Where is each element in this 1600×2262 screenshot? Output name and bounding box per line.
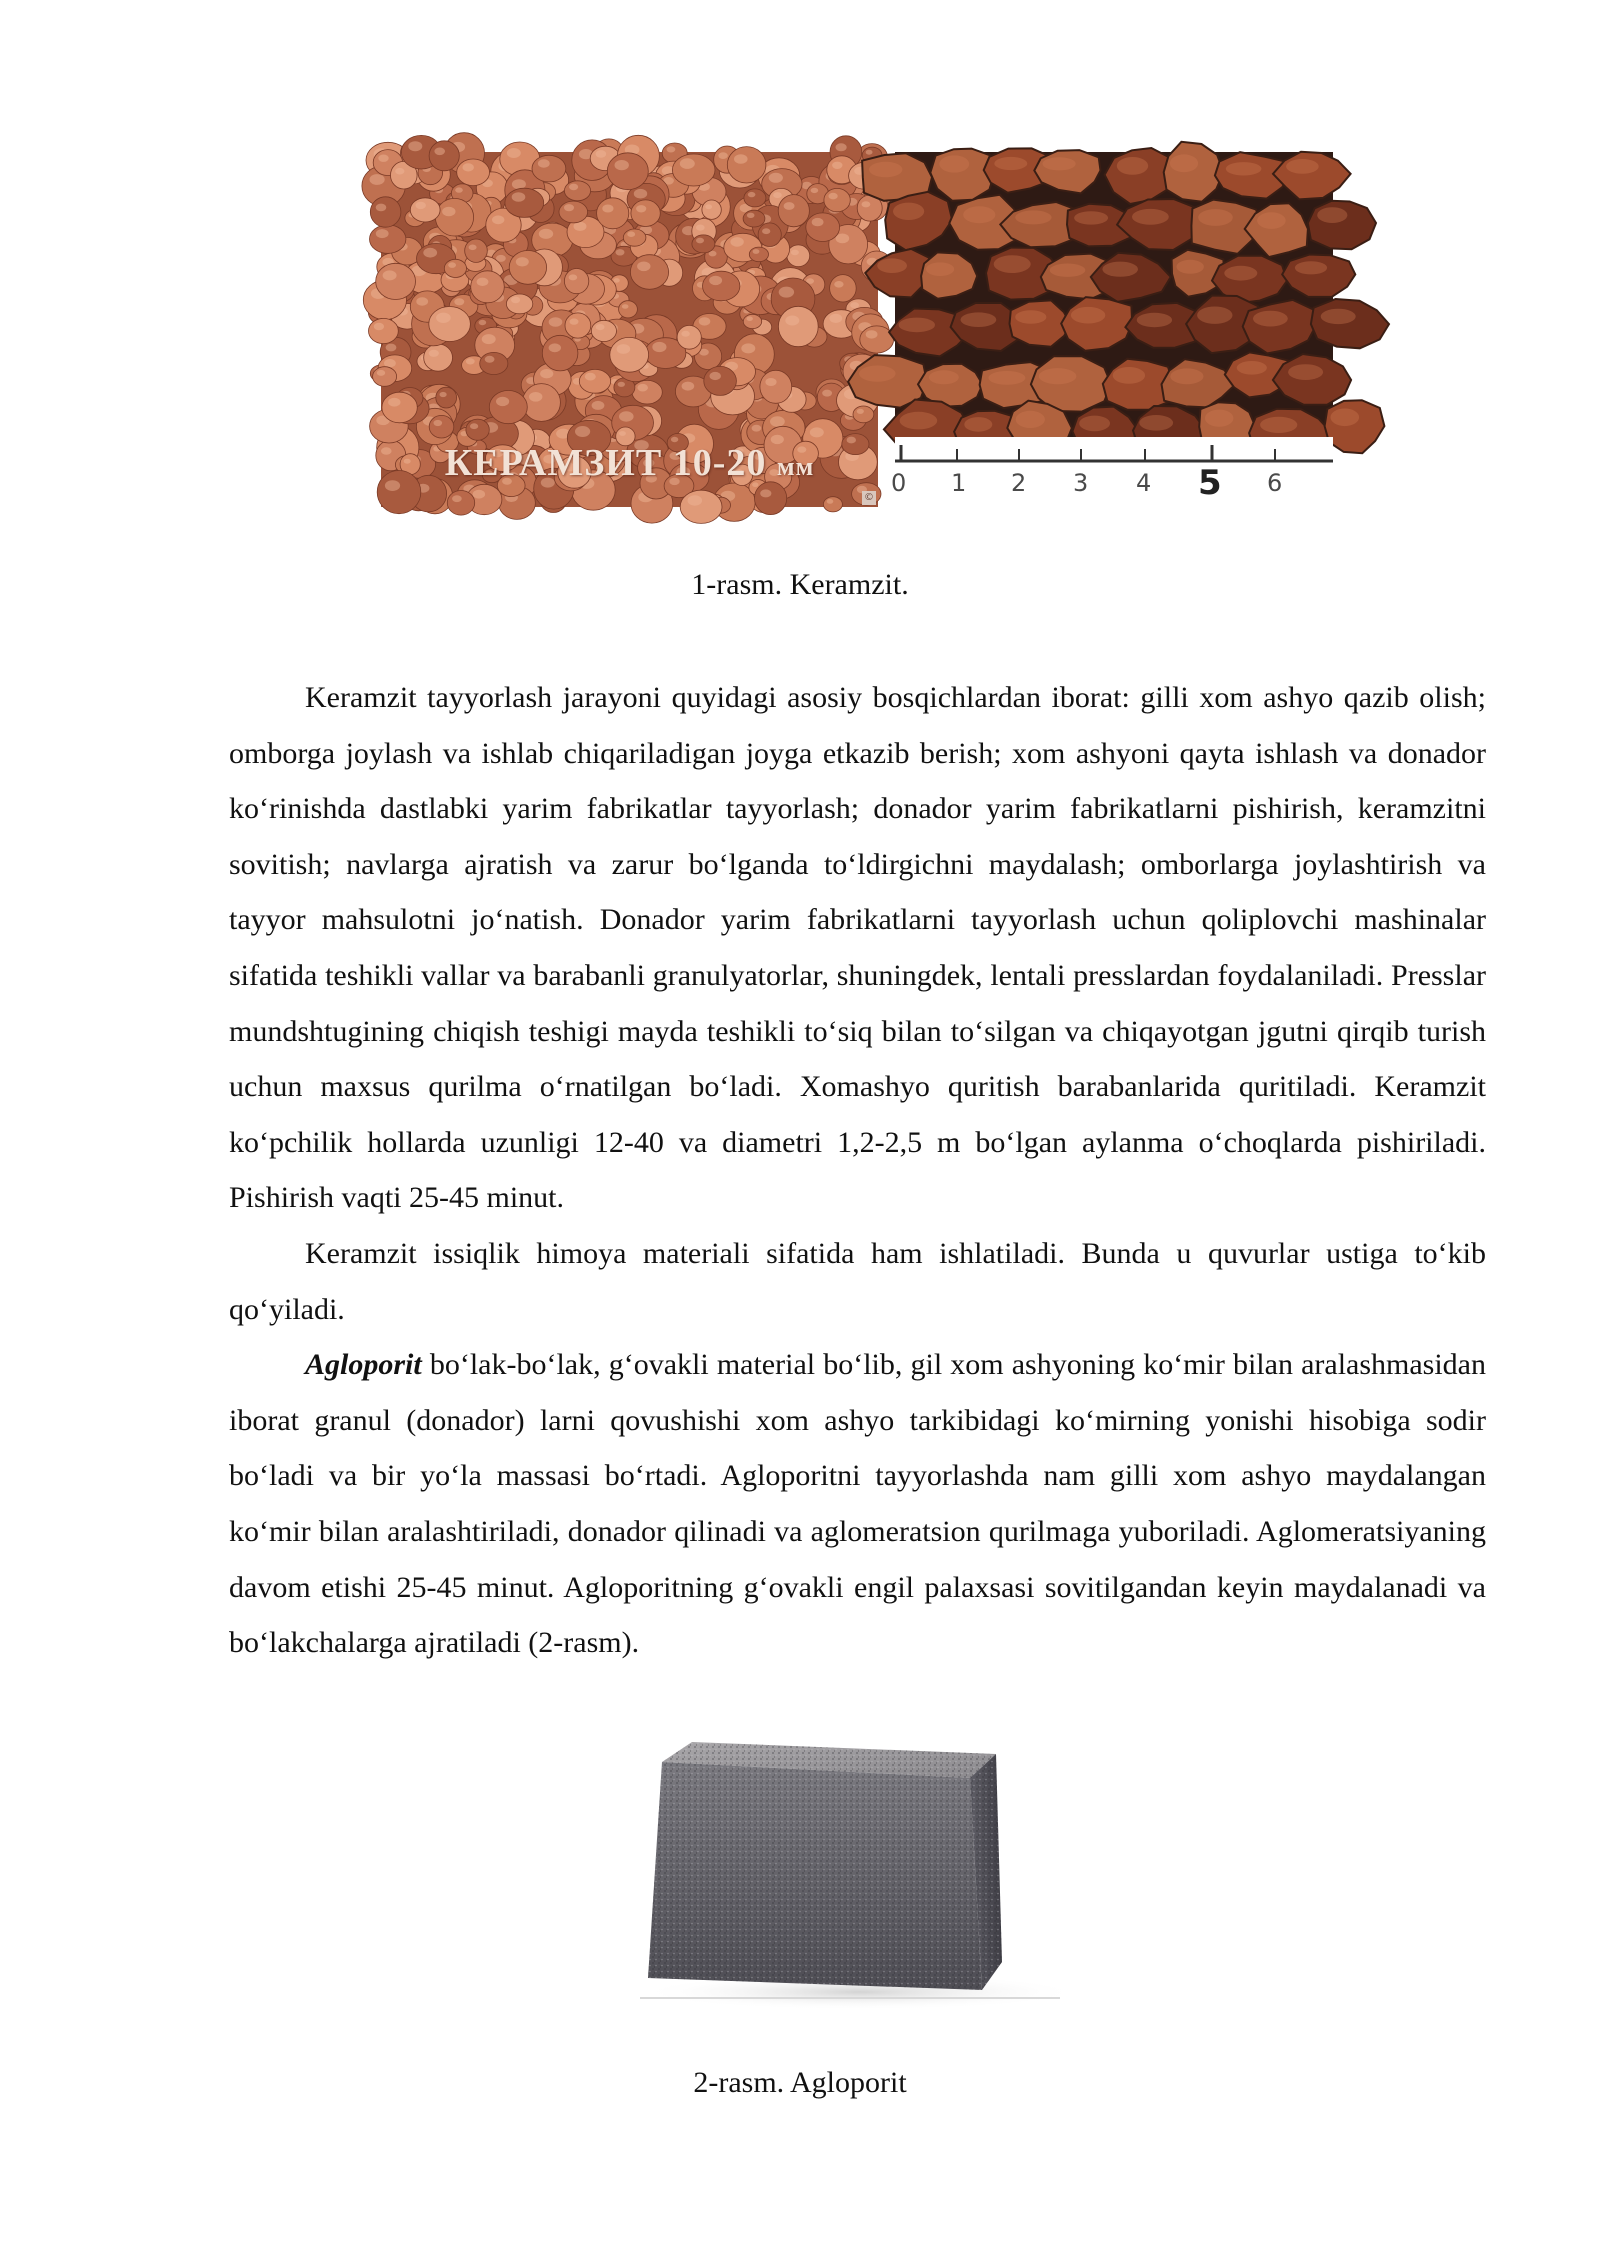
ruler-label-2: 2 xyxy=(1011,469,1027,497)
keramzit-photo xyxy=(381,152,878,507)
term-agloporit: Agloporit xyxy=(305,1348,422,1382)
keramzit-photo-overlay-text xyxy=(381,441,878,485)
figure-1-caption: 1-rasm. Keramzit. xyxy=(691,568,909,601)
copyright-mark: © xyxy=(864,492,874,503)
agloporit-chunks-photo xyxy=(891,152,1333,507)
measuring-ruler xyxy=(891,437,1333,507)
agloporit-block-photo xyxy=(640,1740,1080,2010)
body-text xyxy=(229,670,1486,1671)
figure-2-caption: 2-rasm. Agloporit xyxy=(693,2066,907,2099)
overlay-main: КЕРАМЗИТ 10-20 xyxy=(444,442,767,484)
ruler-label-4: 4 xyxy=(1136,469,1152,497)
paragraph-1: Keramzit tayyorlash jarayoni quyidagi asosiy bosqichlardan iborat: gilli xom ashyo qazib olish; omborga joylash va ishlab chiqariladigan joyga etkazib berish; xom ashyoni qayta ishlash va donador ko‘rinishda dastlabki yarim fabrikatlar tayyorlash; donador yarim fabrikatlarni pishirish, keramzitni sovitish; navlarga ajratish va zarur bo‘lganda to‘ldirgichni maydalash; omborlarga joylashtirish va tayyor mahsulotni jo‘natish. Donador yarim fabrikatlarni tayyorlash uchun qoliplovchi mashinalar sifatida teshikli vallar va barabanli granulyatorlar, shuningdek, lentali presslardan foydalaniladi. Presslar mundshtugining chiqish teshigi mayda teshikli to‘siq bilan to‘silgan va chiqayotgan jgutni qirqib turish uchun maxsus qurilma o‘rnatilgan bo‘ladi. Xomashyo quritish barabanlarida quritiladi. Keramzit ko‘pchilik hollarda uzunligi 12-40 va diametri 1,2-2,5 m bo‘lgan aylanma o‘choqlarda pishiriladi. Pishirish vaqti 25-45 minut. xyxy=(229,681,1486,1215)
ruler-label-6: 6 xyxy=(1267,469,1283,497)
paragraph-2: Keramzit issiqlik himoya materiali sifatida ham ishlatiladi. Bunda u quvurlar ustiga to‘kib qo‘yiladi. xyxy=(229,1236,1486,1326)
paragraph-3 xyxy=(229,1337,1486,1671)
agloporit-block-image xyxy=(640,1740,1080,2010)
ruler-label-1: 1 xyxy=(951,469,967,497)
overlay-unit: мм xyxy=(776,452,815,481)
agloporit-chunks-image xyxy=(895,152,1333,442)
ruler-label-0: 0 xyxy=(891,469,907,497)
paragraph-3-text: bo‘lak-bo‘lak, g‘ovakli material bo‘lib, gil xom ashyoning ko‘mir bilan aralashmasidan iborat granul (donador) larni qovushishi xom ashyo tarkibidagi ko‘mirning yonishi hisobiga sodir bo‘ladi va bir yo‘la massasi bo‘rtadi. Agloporitni tayyorlashda nam gilli xom ashyo maydalangan ko‘mir bilan aralashtiriladi, donador qilinadi va aglomeratsion qurilmaga yuboriladi. Aglomeratsiyaning davom etishi 25-45 minut. Agloporitning g‘ovakli engil palaxsasi sovitilgandan keyin maydalanadi va bo‘lakchalarga ajratiladi (2-rasm). xyxy=(229,1348,1486,1660)
ruler-label-5: 5 xyxy=(1198,463,1222,503)
figure-1 xyxy=(381,152,1333,507)
ruler-label-3: 3 xyxy=(1073,469,1089,497)
